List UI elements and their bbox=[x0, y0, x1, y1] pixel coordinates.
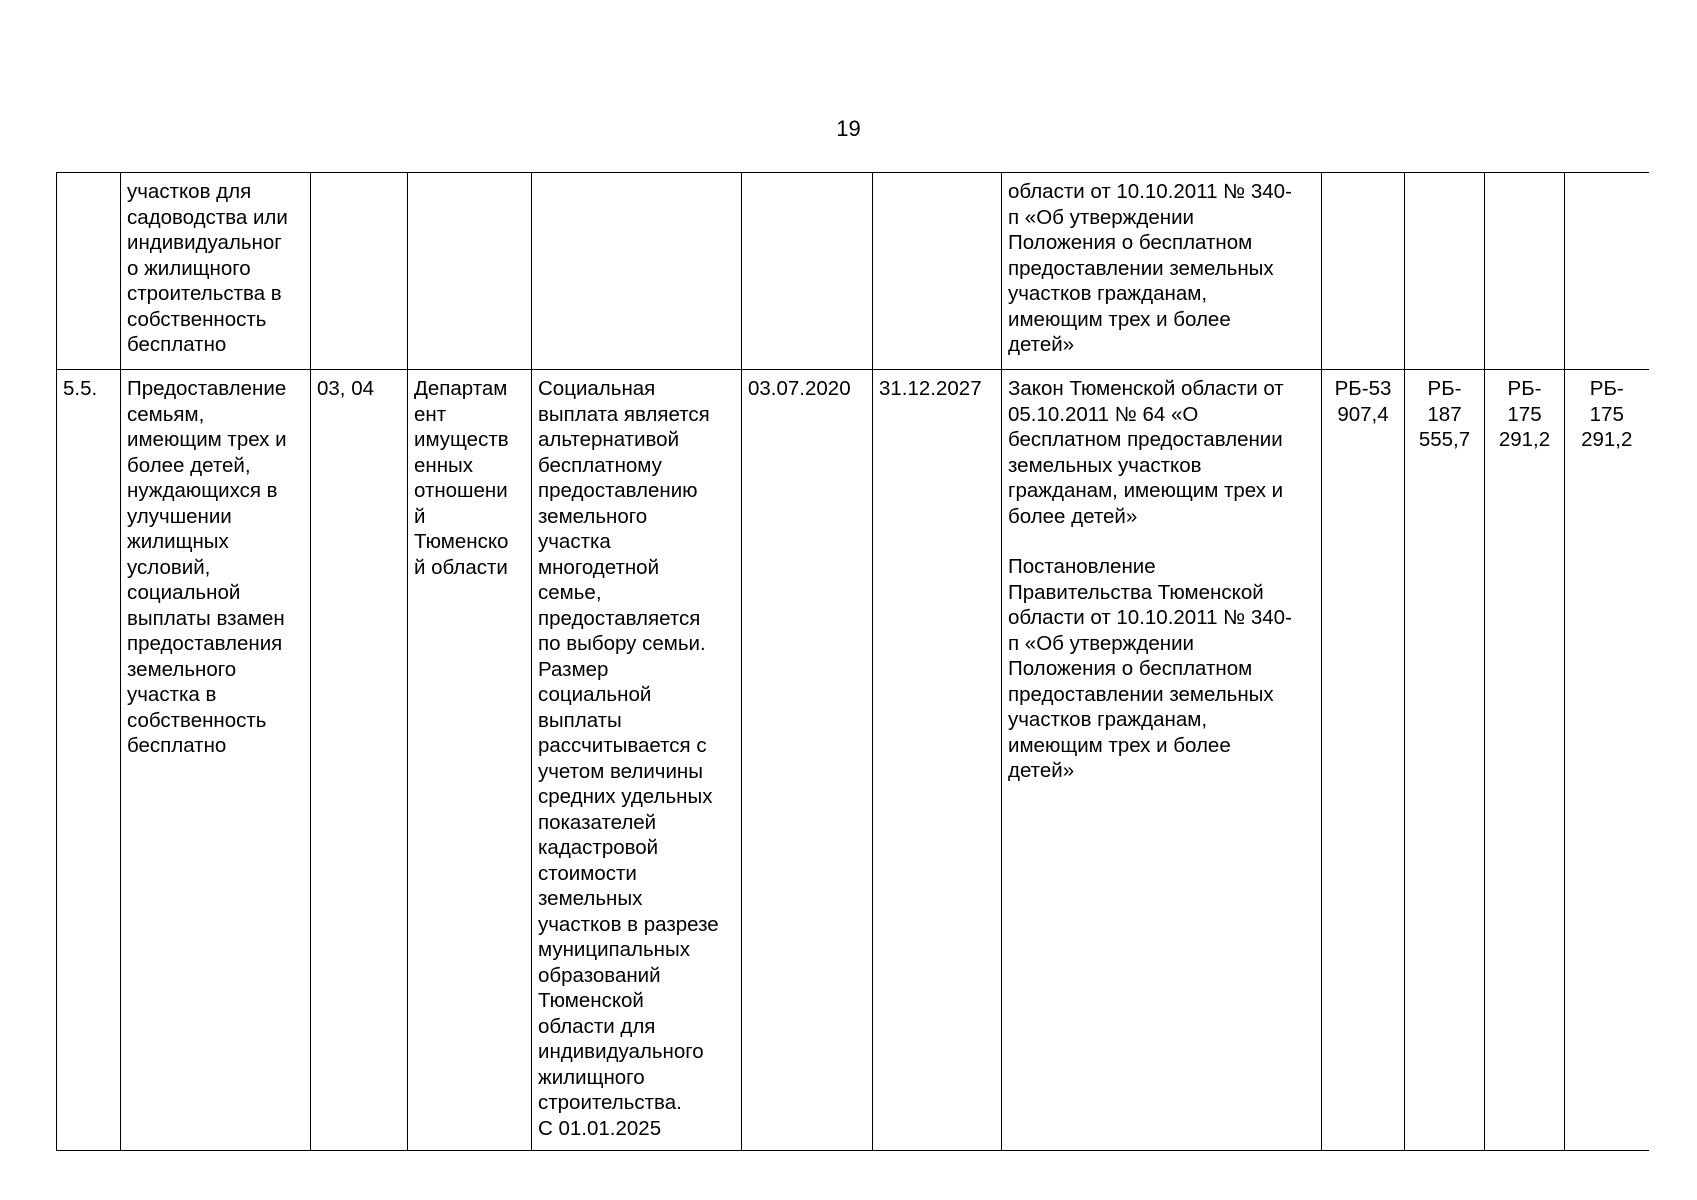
cell-measure: Предоставление семьям, имеющим трех и более детей, нуждающихся в улучшении жилищных условий, социальной выплаты взамен предоставления земельного участка в собственность бесплатно bbox=[121, 370, 311, 1151]
cell-legal-basis bbox=[1002, 173, 1322, 370]
cell-executor bbox=[408, 173, 532, 370]
cell-funding: РБ- 187 555,7 bbox=[1405, 370, 1485, 1151]
cell-funding: РБ-53 907,4 bbox=[1322, 370, 1405, 1151]
cell-description: Социальная выплата является альтернативой бесплатному предоставлению земельного участка многодетной семье, предоставляется по выбору семьи. Размер социальной выплаты рассчитывается с учетом величины средних удельных показателей кадастровой стоимости земельных участков в разрезе муниципальных образований Тюменской области для индивидуального жилищного строительства. С 01.01.2025 bbox=[532, 370, 742, 1151]
cell-funding: РБ- 175 291,2 bbox=[1565, 370, 1649, 1151]
cell-funding: РБ- 175 291,2 bbox=[1485, 370, 1565, 1151]
cell-end-date: 31.12.2027 bbox=[873, 370, 1002, 1151]
cell-number: 5.5. bbox=[57, 370, 121, 1151]
cell-description bbox=[532, 173, 742, 370]
table-row bbox=[57, 173, 1649, 370]
cell-measure: участков для садоводства или индивидуальног о жилищного строительства в собственность бесплатно bbox=[121, 173, 311, 370]
cell-codes: 03, 04 bbox=[311, 370, 408, 1151]
cell-funding bbox=[1405, 173, 1485, 370]
cell-funding bbox=[1565, 173, 1649, 370]
page-number: 19 bbox=[836, 116, 861, 141]
cell-number bbox=[57, 173, 121, 370]
cell-funding bbox=[1322, 173, 1405, 370]
legal-basis-paragraph: области от 10.10.2011 № 340- п «Об утверждении Положения о бесплатном предоставлении земельных участков гражданам, имеющим трех и более детей» bbox=[1008, 180, 1292, 356]
cell-start-date bbox=[742, 173, 873, 370]
cell-legal-basis bbox=[1002, 370, 1322, 1151]
cell-start-date: 03.07.2020 bbox=[742, 370, 873, 1151]
cell-executor: Департам ент имуществ енных отношени й Тюменско й области bbox=[408, 370, 532, 1151]
cell-end-date bbox=[873, 173, 1002, 370]
table-row bbox=[57, 370, 1649, 1151]
cell-funding bbox=[1485, 173, 1565, 370]
legal-basis-paragraph: Закон Тюменской области от 05.10.2011 № 64 «О бесплатном предоставлении земельных участков гражданам, имеющим трех и более детей» bbox=[1008, 377, 1284, 528]
legal-basis-paragraph: Постановление Правительства Тюменской области от 10.10.2011 № 340- п «Об утверждении Положения о бесплатном предоставлении земельных участков гражданам, имеющим трех и более детей» bbox=[1008, 555, 1292, 782]
paragraph-gap bbox=[1008, 529, 1315, 554]
cell-codes bbox=[311, 173, 408, 370]
measures-table bbox=[56, 172, 1649, 1151]
